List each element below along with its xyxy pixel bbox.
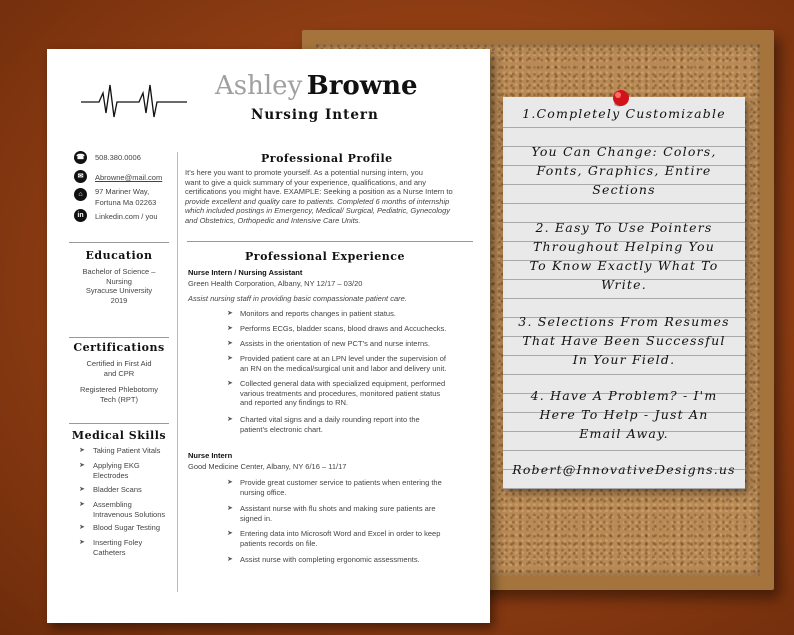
bullet-line: and reported any findings to RN. xyxy=(240,398,348,407)
skill-item xyxy=(93,461,140,480)
note-line: To Know Exactly What To xyxy=(529,258,719,273)
job-title: Nursing Intern xyxy=(251,107,379,123)
check-bullet-icon: ➤ xyxy=(79,462,85,469)
last-name: Browne xyxy=(306,71,418,101)
check-bullet-icon: ➤ xyxy=(227,325,233,332)
note-line: 3. Selections From Resumes xyxy=(518,314,730,329)
job-bullet xyxy=(240,415,420,434)
skill-item xyxy=(93,538,142,557)
note-line: You Can Change: Colors, xyxy=(531,144,717,159)
check-bullet-icon: ➤ xyxy=(79,524,85,531)
bullet-line: Collected general data with specialized equipment, performed xyxy=(240,379,446,388)
bullet-line: patient’s electronic chart. xyxy=(240,424,323,434)
note-line: Sections xyxy=(592,182,656,197)
check-bullet-icon: ➤ xyxy=(227,340,233,347)
skill-line: Electrodes xyxy=(93,470,129,480)
job-bullet xyxy=(240,529,440,548)
address-line-1: 97 Mariner Way, xyxy=(95,187,150,196)
column-divider xyxy=(177,152,178,592)
profile-line: certifications you might have. EXAMPLE: Seeking a position as a Nurse Intern to xyxy=(185,187,453,196)
job-employer-2: Good Medicine Center, Albany, NY 6/16 – 11/17 xyxy=(188,462,347,471)
job-title-2: Nurse Intern xyxy=(188,451,233,460)
job-bullet: Assists in the orientation of new PCT’s and nurse interns. xyxy=(240,339,430,348)
certification-item xyxy=(65,359,173,378)
skill-item xyxy=(93,500,165,519)
bullet-line: nursing office. xyxy=(240,487,287,497)
check-bullet-icon: ➤ xyxy=(79,539,85,546)
profile-heading: Professional Profile xyxy=(261,152,393,165)
heartbeat-icon xyxy=(81,83,187,121)
note-block-email xyxy=(507,460,741,479)
skill-item: Bladder Scans xyxy=(93,485,142,494)
check-bullet-icon: ➤ xyxy=(227,310,233,317)
certifications-heading: Certifications xyxy=(73,341,165,354)
skills-heading: Medical Skills xyxy=(71,429,167,442)
check-bullet-icon: ➤ xyxy=(79,486,85,493)
email-address[interactable]: Abrowne@mail.com xyxy=(95,173,163,182)
profile-line: want to give a quick summary of your experience, qualifications, and any xyxy=(185,177,426,187)
note-line: Here To Help - Just An xyxy=(539,407,709,422)
check-bullet-icon: ➤ xyxy=(227,479,233,486)
profile-line: which included postings in Emergency, Medical/ Surgical, Pediatric, Gynecology xyxy=(185,206,450,215)
check-bullet-icon: ➤ xyxy=(227,380,233,387)
linkedin-icon: in xyxy=(74,209,87,222)
skill-item: Blood Sugar Testing xyxy=(93,523,160,532)
push-pin-icon xyxy=(610,88,632,110)
skill-line: Catheters xyxy=(93,547,126,557)
bullet-line: Assistant nurse with flu shots and making sure patients are xyxy=(240,504,436,513)
skill-item: Taking Patient Vitals xyxy=(93,446,161,455)
note-block-3 xyxy=(507,218,741,294)
education-details xyxy=(65,267,173,305)
note-line: Write. xyxy=(601,277,647,292)
check-bullet-icon: ➤ xyxy=(227,530,233,537)
note-email: Robert@InnovativeDesigns.us xyxy=(512,462,736,477)
address-line-2: Fortuna Ma 02263 xyxy=(95,198,157,207)
check-bullet-icon: ➤ xyxy=(227,416,233,423)
phone-number: 508.380.0006 xyxy=(95,153,141,162)
linkedin-url[interactable]: Linkedin.com / you xyxy=(95,212,158,221)
bullet-line: various treatments and procedures, monitored patient status xyxy=(240,388,441,398)
note-block-2 xyxy=(507,142,741,199)
job-bullet: Assist nurse with completing ergonomic assessments. xyxy=(240,555,420,564)
education-line: 2019 xyxy=(110,295,128,305)
check-bullet-icon: ➤ xyxy=(79,447,85,454)
home-icon: ⌂ xyxy=(74,188,87,201)
experience-rule xyxy=(187,241,473,242)
check-bullet-icon: ➤ xyxy=(227,556,233,563)
phone-icon: ☎ xyxy=(74,151,87,164)
note-line: Email Away. xyxy=(579,426,669,441)
certification-line: and CPR xyxy=(103,368,135,378)
note-line: 4. Have A Problem? - I'm xyxy=(530,388,718,403)
note-block-4 xyxy=(507,312,741,369)
note-line: 2. Easy To Use Pointers xyxy=(535,220,713,235)
education-line: Syracuse University xyxy=(85,286,153,295)
note-line: That Have Been Successful xyxy=(522,333,726,348)
certifications-rule xyxy=(69,337,169,338)
bullet-line: an RN on the medical/surgical unit and labor and delivery unit. xyxy=(240,363,447,373)
profile-line: and Obstetrics, Orthopedic and Intensive Care Units. xyxy=(185,215,361,225)
bullet-line: signed in. xyxy=(240,513,273,523)
job-bullet xyxy=(240,354,446,373)
note-block-5 xyxy=(507,386,741,443)
profile-line: It’s here you want to promote yourself. As a potential nursing intern, you xyxy=(185,168,423,177)
note-line: 1.Completely Customizable xyxy=(522,106,726,121)
profile-line: provide excellent and quality care to patients. Completed 6 months of internship xyxy=(185,196,450,206)
certification-line: Registered Phlebotomy xyxy=(80,385,158,394)
skills-rule xyxy=(69,423,169,424)
candidate-name xyxy=(215,71,418,101)
skill-line: Assembling xyxy=(93,500,132,509)
first-name: Ashley xyxy=(215,71,303,101)
bullet-line: Provide great customer service to patients when entering the xyxy=(240,478,442,487)
education-rule xyxy=(69,242,169,243)
email-icon: ✉ xyxy=(74,170,87,183)
skill-line: Applying EKG xyxy=(93,461,140,470)
note-line: Throughout Helping You xyxy=(532,239,716,254)
education-heading: Education xyxy=(85,249,153,262)
experience-heading: Professional Experience xyxy=(245,250,405,263)
job-bullet xyxy=(240,504,436,523)
check-bullet-icon: ➤ xyxy=(227,355,233,362)
bullet-line: Entering data into Microsoft Word and Excel in order to keep xyxy=(240,529,441,538)
skill-line: Intravenous Solutions xyxy=(93,509,166,519)
bullet-line: Charted vital signs and a daily rounding report into the xyxy=(240,415,420,424)
bullet-line: patients records on file. xyxy=(240,538,318,548)
bullet-line: Provided patient care at an LPN level under the supervision of xyxy=(240,354,446,363)
resume-page xyxy=(47,49,490,623)
job-bullet xyxy=(240,478,442,497)
education-line: Bachelor of Science – xyxy=(82,267,156,276)
certification-line: Tech (RPT) xyxy=(100,394,138,404)
job-bullet: Performs ECGs, bladder scans, blood draws and Accuchecks. xyxy=(240,324,447,333)
skill-line: Inserting Foley xyxy=(93,538,143,547)
education-line: Nursing xyxy=(106,276,132,286)
certification-item xyxy=(65,385,173,404)
job-bullet xyxy=(240,379,445,408)
note-line: In Your Field. xyxy=(572,352,676,367)
check-bullet-icon: ➤ xyxy=(79,501,85,508)
certification-line: Certified in First Aid xyxy=(86,359,152,368)
check-bullet-icon: ➤ xyxy=(227,505,233,512)
job-bullet: Monitors and reports changes in patient status. xyxy=(240,309,396,318)
note-line: Fonts, Graphics, Entire xyxy=(536,163,712,178)
job-summary-1: Assist nursing staff in providing basic compassionate patient care. xyxy=(188,294,407,303)
job-title-1: Nurse Intern / Nursing Assistant xyxy=(188,268,303,277)
feature-note-card xyxy=(503,97,745,489)
profile-text xyxy=(185,168,483,225)
job-employer-1: Green Health Corporation, Albany, NY 12/17 – 03/20 xyxy=(188,279,363,288)
